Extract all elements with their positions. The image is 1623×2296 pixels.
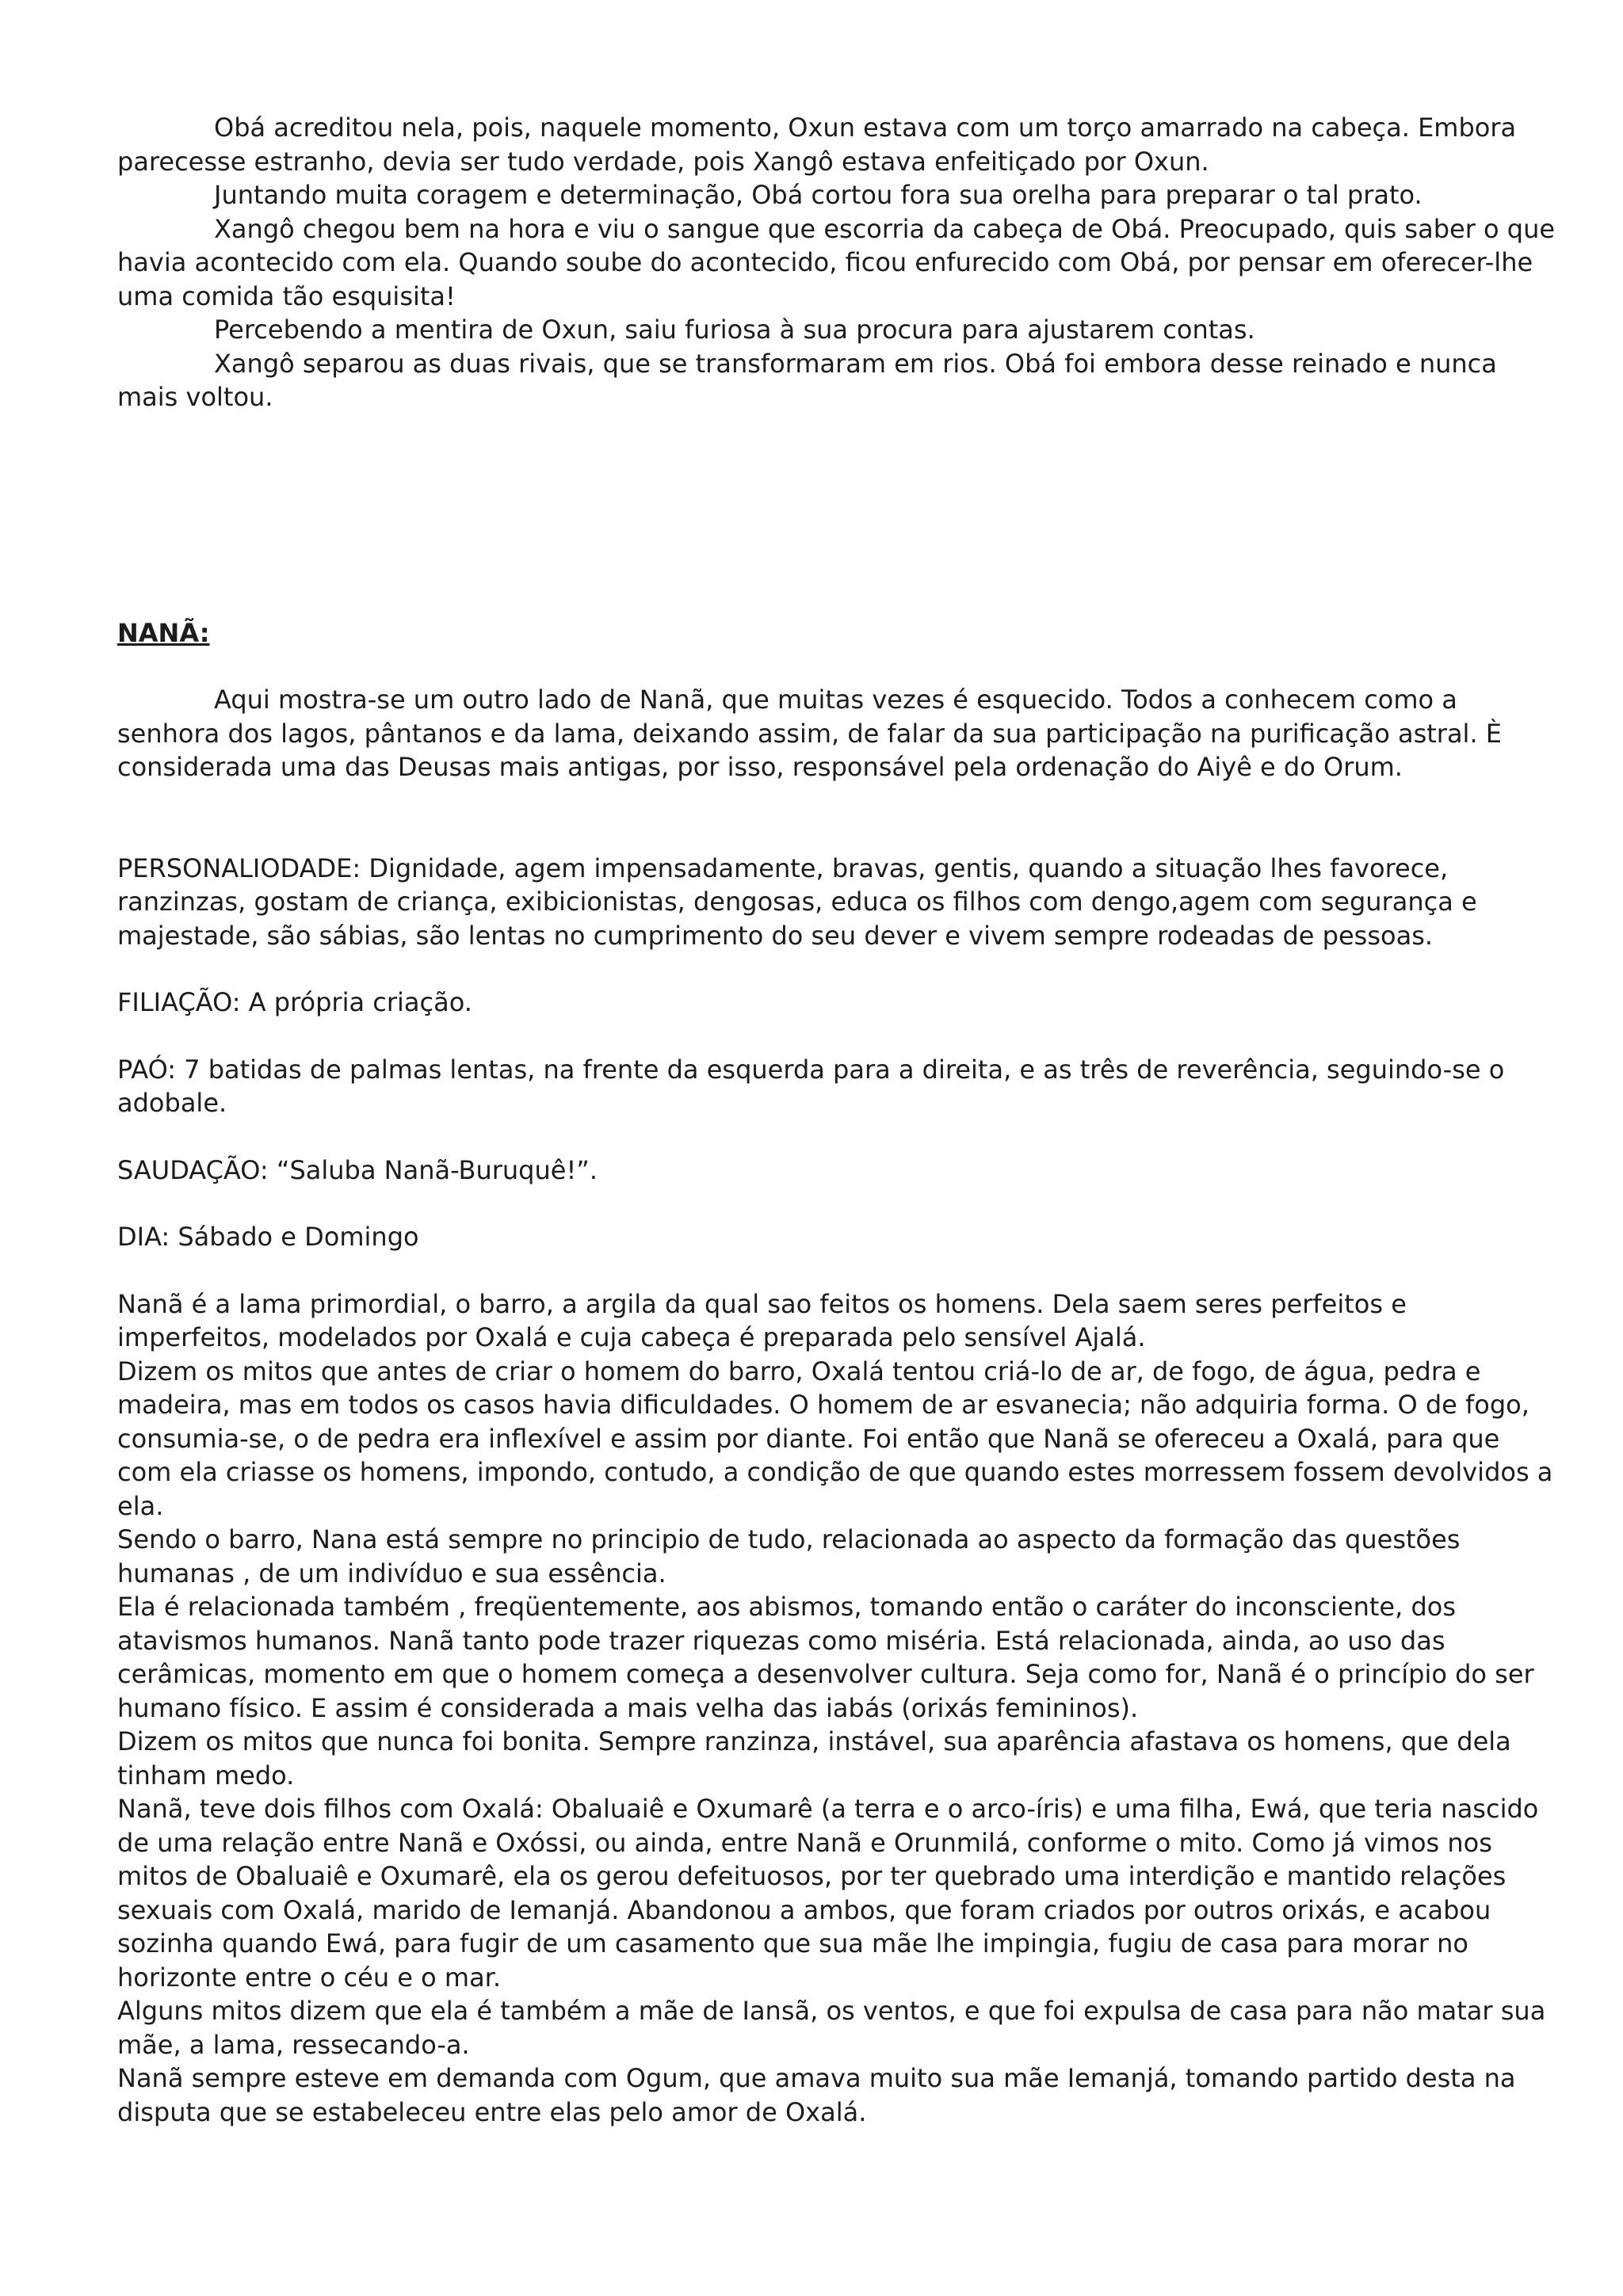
day-field: DIA: Sábado e Domingo xyxy=(117,1222,419,1252)
paragraph: Alguns mitos dizem que ela é também a mãe de Iansã, os ventos, e que foi expulsa de casa para não matar sua mãe, a lama, ressecando-a. xyxy=(117,1996,1546,2060)
paragraph: Juntando muita coragem e determinação, Obá cortou fora sua orelha para preparar o tal prato. xyxy=(214,180,1423,210)
intro-paragraph: Aqui mostra-se um outro lado de Nanã, que muitas vezes é esquecido. Todos a conhecem como a senhora dos lagos, pântanos e da lama, deixando assim, de falar da sua participação na purificação astral. È considerada uma das Deusas mais antigas, por isso, responsável pela ordenação do Aiyê e do Orum. xyxy=(117,685,1502,782)
paragraph: Dizem os mitos que antes de criar o homem do barro, Oxalá tentou criá-lo de ar, de fogo, de água, pedra e madeira, mas em todos os casos havia dificuldades. O homem de ar esvanecia; não adquiria forma. O de fogo, consumia-se, o de pedra era inflexível e assim por diante. Foi então que Nanã se ofereceu a Oxalá, para que com ela criasse os homens, impondo, contudo, a condição de que quando estes morressem fossem devolvidos a ela. xyxy=(117,1356,1553,1521)
nana-body xyxy=(117,1287,1560,2130)
paragraph: Obá acreditou nela, pois, naquele momento, Oxun estava com um torço amarrado na cabeça. Embora parecesse estranho, devia ser tudo verdade, pois Xangô estava enfeitiçado por Oxun. xyxy=(117,113,1517,177)
section-heading: NANÃ: xyxy=(117,617,210,648)
paragraph: Xangô chegou bem na hora e viu o sangue que escorria da cabeça de Obá. Preocupado, quis saber o que havia acontecido com ela. Quando soube do acontecido, ficou enfurecido com Obá, por pensar em oferecer-lhe uma comida tão esquisita! xyxy=(117,213,1556,311)
oba-story xyxy=(117,111,1560,414)
document-page xyxy=(117,111,1560,2129)
greeting-field: SAUDAÇÃO: “Saluba Nanã-Buruquê!”. xyxy=(117,1154,598,1185)
paragraph: Xangô separou as duas rivais, que se transformaram em rios. Obá foi embora desse reinado e nunca mais voltou. xyxy=(117,348,1497,412)
filiation-field: FILIAÇÃO: A própria criação. xyxy=(117,987,472,1017)
paragraph: Dizem os mitos que nunca foi bonita. Sempre ranzinza, instável, sua aparência afastava os homens, que dela tinham medo. xyxy=(117,1726,1511,1791)
personality-field: PERSONALIODADE: Dignidade, agem impensadamente, bravas, gentis, quando a situação lhes favorece, ranzinzas, gostam de criança, exibicionistas, dengosas, educa os filhos com dengo,agem com segurança e majestade, são sábias, são lentas no cumprimento do seu dever e vivem sempre rodeadas de pessoas. xyxy=(117,852,1477,951)
paragraph: Sendo o barro, Nana está sempre no principio de tudo, relacionada ao aspecto da formação das questões humanas , de um indivíduo e sua essência. xyxy=(117,1524,1461,1589)
paragraph: Ela é relacionada também , freqüentemente, aos abismos, tomando então o caráter do inconsciente, dos atavismos humanos. Nanã tanto pode trazer riquezas como miséria. Está relacionada, ainda, ao uso das cerâmicas, momento em que o homem começa a desenvolver cultura. Seja como for, Nanã é o princípio do ser humano físico. E assim é considerada a mais velha das iabás (orixás femininos). xyxy=(117,1592,1534,1723)
paragraph: Nanã, teve dois filhos com Oxalá: Obaluaiê e Oxumarê (a terra e o arco-íris) e uma filha, Ewá, que teria nascido de uma relação entre Nanã e Oxóssi, ou ainda, entre Nanã e Orunmilá, conforme o mito. Como já vimos nos mitos de Obaluaiê e Oxumarê, ela os gerou defeituosos, por ter quebrado uma interdição e mantido relações sexuais com Oxalá, marido de Iemanjá. Abandonou a ambos, que foram criados por outros orixás, e acabou sozinha quando Ewá, para fugir de um casamento que sua mãe lhe impingia, fugiu de casa para morar no horizonte entre o céu e o mar. xyxy=(117,1794,1539,1993)
paragraph: Nanã é a lama primordial, o barro, a argila da qual sao feitos os homens. Dela saem seres perfeitos e imperfeitos, modelados por Oxalá e cuja cabeça é preparada pelo sensível Ajalá. xyxy=(117,1288,1407,1352)
paragraph: Nanã sempre esteve em demanda com Ogum, que amava muito sua mãe Iemanjá, tomando partido desta na disputa que se estabeleceu entre elas pelo amor de Oxalá. xyxy=(117,2063,1516,2127)
paragraph: Percebendo a mentira de Oxun, saiu furiosa à sua procura para ajustarem contas. xyxy=(214,315,1255,345)
pao-field: PAÓ: 7 batidas de palmas lentas, na frente da esquerda para a direita, e as três de reverência, seguindo-se o adobale. xyxy=(117,1054,1505,1118)
